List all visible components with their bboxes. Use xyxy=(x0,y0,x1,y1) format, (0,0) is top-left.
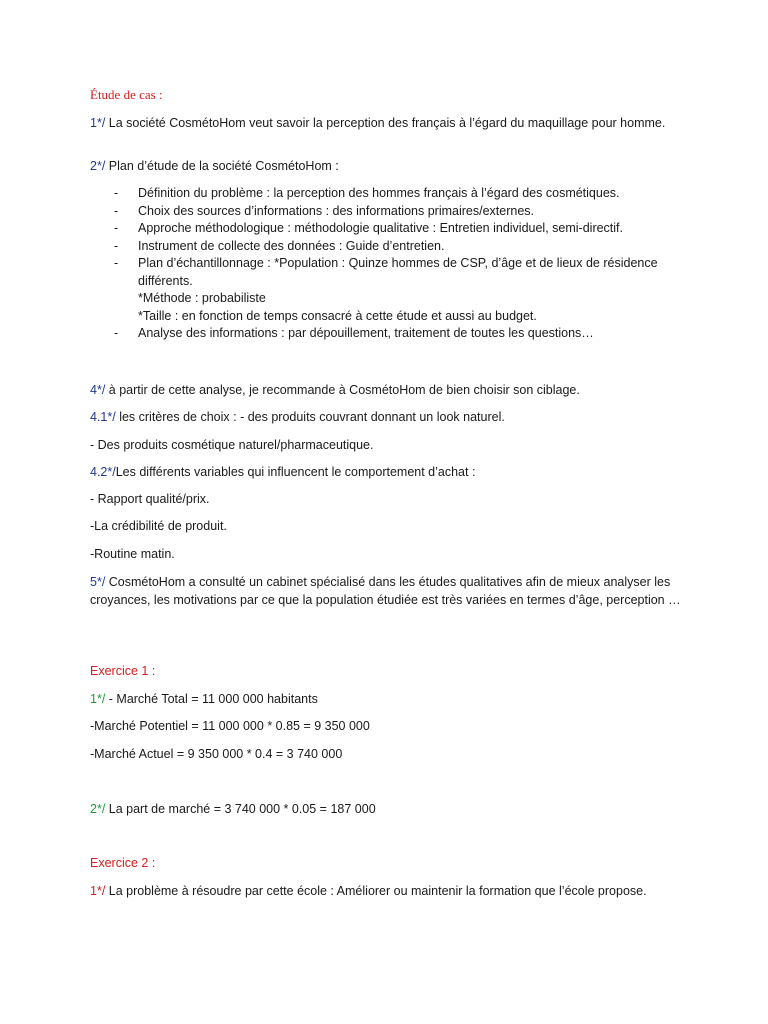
list-item: - Analyse des informations : par dépouillement, traitement de toutes les questions… xyxy=(114,326,594,340)
exercise-1-q2: 2*/ La part de marché = 3 740 000 * 0.05 = 187 000 xyxy=(90,802,376,816)
question-1 xyxy=(90,114,690,132)
question-number: 2*/ xyxy=(90,159,106,173)
study-plan-list xyxy=(90,185,690,343)
exercise-2-title: Exercice 2 : xyxy=(90,856,156,870)
variable-item: -Routine matin. xyxy=(90,547,175,561)
question-number: 1*/ xyxy=(90,116,106,130)
question-4: 4*/ à partir de cette analyse, je recommande à CosmétoHom de bien choisir son ciblage. xyxy=(90,383,580,397)
exercise-1-line: -Marché Potentiel = 11 000 000 * 0.85 = 9 350 000 xyxy=(90,719,370,733)
variable-item: -La crédibilité de produit. xyxy=(90,519,227,533)
question-text: Plan d’étude de la société CosmétoHom : xyxy=(105,159,339,173)
question-4-2: 4.2*/Les différents variables qui influencent le comportement d’achat : xyxy=(90,465,476,479)
exercise-1-title: Exercice 1 : xyxy=(90,664,156,678)
question-text: La société CosmétoHom veut savoir la perception des français à l’égard du maquillage pour homme. xyxy=(105,116,666,130)
variable-item: - Rapport qualité/prix. xyxy=(90,492,210,506)
question-4-1-line2: - Des produits cosmétique naturel/pharmaceutique. xyxy=(90,438,374,452)
list-item: - Instrument de collecte des données : Guide d’entretien. xyxy=(114,238,445,253)
list-item: - Choix des sources d’informations : des informations primaires/externes. xyxy=(114,203,535,218)
sub-item: *Méthode : probabiliste xyxy=(138,291,266,305)
list-item: - Approche méthodologique : méthodologie qualitative : Entretien individuel, semi-directif. xyxy=(114,221,624,235)
question-4-1: 4.1*/ les critères de choix : - des produits couvrant donnant un look naturel. xyxy=(90,410,505,424)
question-5: 5*/ CosmétoHom a consulté un cabinet spécialisé dans les études qualitatives afin de mieux analyser les croyances, les motivations par ce que la population étudiée est très variées en termes d’âge, perception … xyxy=(90,575,681,607)
exercise-1-q1: 1*/ - Marché Total = 11 000 000 habitants xyxy=(90,692,318,706)
exercise-1-line: -Marché Actuel = 9 350 000 * 0.4 = 3 740 000 xyxy=(90,747,343,761)
sub-item: *Taille : en fonction de temps consacré à cette étude et aussi au budget. xyxy=(138,308,537,323)
list-item: - Définition du problème : la perception des hommes français à l’égard des cosmétiques. xyxy=(114,186,620,200)
list-item: - Plan d’échantillonnage : *Population : Quinze hommes de CSP, d’âge et de lieux de résidence différents. *Méthode : probabiliste *Taille : en fonction de temps consacré à cette étude et aussi au budget. xyxy=(90,255,690,325)
question-2 xyxy=(90,157,690,175)
exercise-2-q1: 1*/ La problème à résoudre par cette école : Améliorer ou maintenir la formation que l’école propose. xyxy=(90,884,647,898)
case-study-title: Étude de cas : xyxy=(90,87,163,102)
